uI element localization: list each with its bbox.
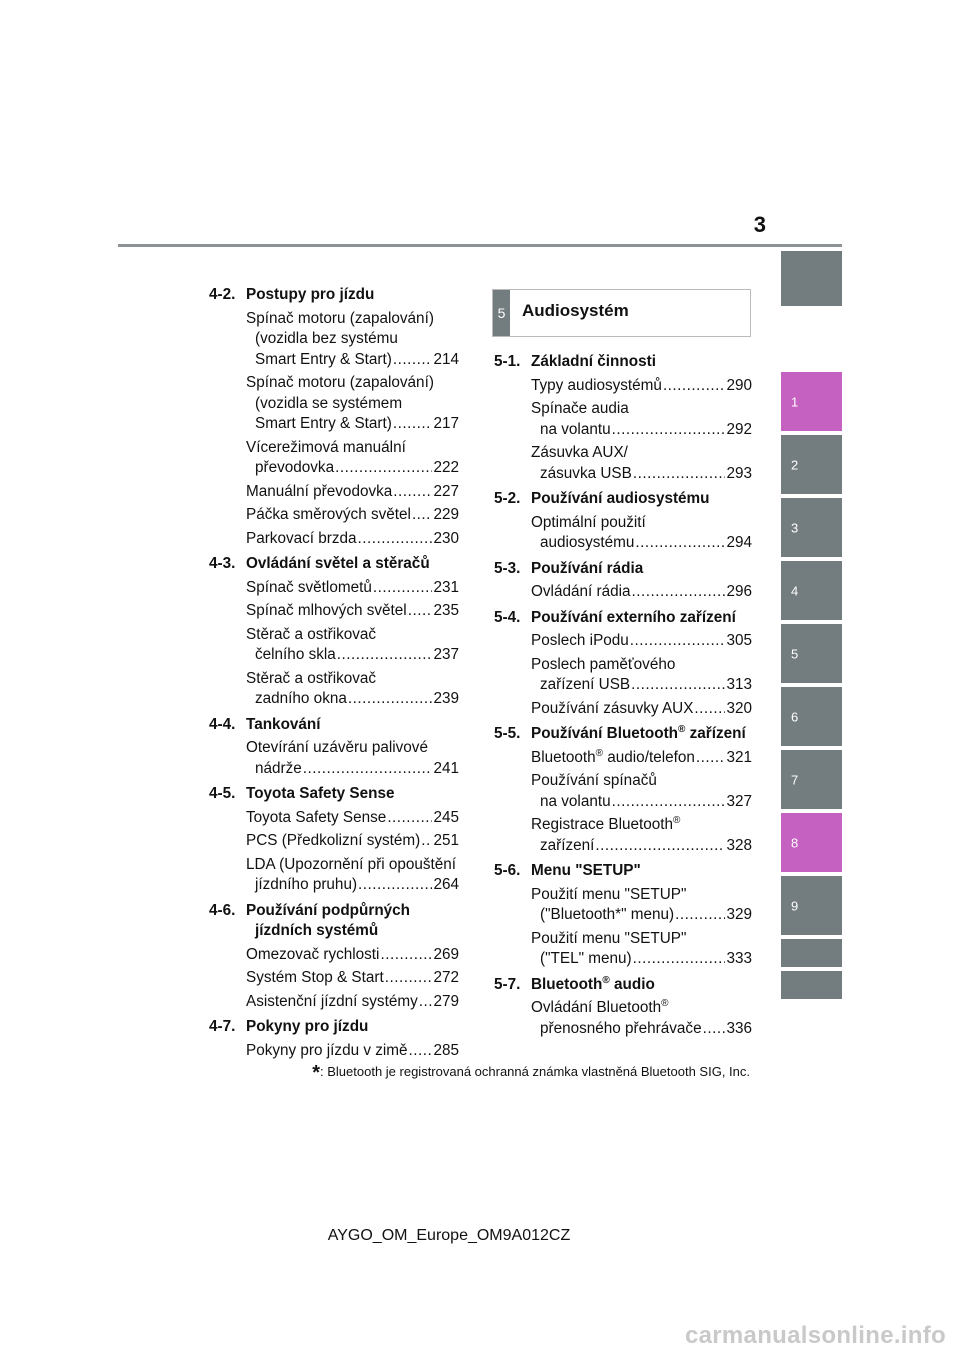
- toc-section[interactable]: 4-4. Tankování: [209, 715, 321, 733]
- chapter-tab[interactable]: [781, 498, 842, 557]
- chapter-tab[interactable]: [781, 813, 842, 872]
- chapter-tab-label: 5: [791, 646, 799, 661]
- chapter-tab[interactable]: [781, 372, 842, 431]
- chapter-tab-label: 7: [791, 772, 799, 787]
- toc-entry[interactable]: Poslech paměťového zařízení USB ..... 313: [531, 655, 752, 696]
- chapter-tab-label: 1: [791, 394, 799, 409]
- footnote-text: : Bluetooth je registrovaná ochranná známka vlastněná Bluetooth SIG, Inc.: [320, 1064, 750, 1079]
- chapter-tab[interactable]: [781, 687, 842, 746]
- toc-entry[interactable]: Typy audiosystémů ..... 290: [531, 376, 752, 397]
- toc-entry[interactable]: Spínač světlometů ..... 231: [246, 578, 459, 599]
- chapter-tab[interactable]: [781, 971, 842, 999]
- chapter-tab[interactable]: [781, 435, 842, 494]
- toc-section[interactable]: 4-3. Ovládání světel a stěračů: [209, 555, 430, 572]
- toc-entry[interactable]: Zásuvka AUX/ zásuvka USB ..... 293: [531, 443, 752, 484]
- toc-entry[interactable]: Ovládání rádia ..... 296: [531, 582, 752, 603]
- toc-entry[interactable]: LDA (Upozornění při opouštění jízdního pruhu) ..... 264: [246, 855, 459, 896]
- toc-entry[interactable]: Spínače audia na volantu ..... 292: [531, 399, 752, 440]
- footer-document-id: AYGO_OM_Europe_OM9A012CZ: [327, 1227, 571, 1244]
- watermark: carmanualsonline.info: [684, 1322, 946, 1349]
- footnote-mark: *: [312, 1062, 321, 1084]
- toc-entry[interactable]: Toyota Safety Sense ..... 245: [246, 808, 459, 829]
- chapter-tab-label: 2: [791, 457, 799, 472]
- chapter-tab[interactable]: [781, 251, 842, 306]
- chapter-tab-label: 8: [791, 835, 799, 850]
- toc-entry[interactable]: Používání spínačů na volantu ..... 327: [531, 771, 752, 812]
- toc-entry[interactable]: Stěrač a ostřikovač zadního okna ..... 239: [246, 669, 459, 710]
- toc-entry[interactable]: Páčka směrových světel ..... 229: [246, 505, 459, 526]
- chapter-tab[interactable]: [781, 624, 842, 683]
- toc-left-column: [209, 285, 459, 1061]
- chapter-tab-label: 6: [791, 709, 799, 724]
- toc-section[interactable]: 5-6. Menu "SETUP": [494, 862, 641, 879]
- toc-entry[interactable]: Spínač motoru (zapalování) (vozidla se systémem Smart Entry & Start) ..... 217: [246, 373, 459, 435]
- toc-entry[interactable]: Omezovač rychlosti ..... 269: [246, 945, 459, 966]
- toc-entry[interactable]: Otevírání uzávěru palivové nádrže ..... 241: [246, 738, 459, 779]
- toc-entry[interactable]: Použití menu "SETUP" ("TEL" menu) ..... 333: [531, 929, 752, 970]
- toc-entry[interactable]: Optimální použití audiosystému ..... 294: [531, 513, 752, 554]
- toc-entry[interactable]: Používání zásuvky AUX ..... 320: [531, 699, 752, 720]
- toc-section[interactable]: 4-2. Postupy pro jízdu: [209, 286, 375, 303]
- chapter-title: Audiosystém: [522, 301, 629, 320]
- toc-entry[interactable]: Použití menu "SETUP" ("Bluetooth*" menu) ..... 329: [531, 885, 752, 926]
- chapter-tab[interactable]: [781, 939, 842, 967]
- toc-entry[interactable]: Spínač motoru (zapalování) (vozidla bez systému Smart Entry & Start) ..... 214: [246, 309, 459, 371]
- toc-entry[interactable]: PCS (Předkolizní systém) ..... 251: [246, 831, 459, 852]
- toc-section[interactable]: 4-6. Používání podpůrných jízdních systémů: [209, 901, 411, 939]
- toc-entry[interactable]: Pokyny pro jízdu v zimě ..... 285: [246, 1041, 459, 1062]
- chapter-tab[interactable]: [781, 876, 842, 935]
- toc-section[interactable]: 4-7. Pokyny pro jízdu: [209, 1018, 369, 1035]
- chapter-tab-label: 4: [791, 583, 799, 598]
- toc-right-column: [494, 352, 752, 1039]
- footnote: [0, 1062, 750, 1085]
- toc-section[interactable]: 5-7. Bluetooth® audio: [494, 974, 655, 993]
- toc-entry[interactable]: Parkovací brzda ..... 230: [246, 529, 459, 550]
- chapter-tab[interactable]: [781, 750, 842, 809]
- toc-section[interactable]: 5-4. Používání externího zařízení: [494, 608, 736, 626]
- chapter-tab[interactable]: [781, 561, 842, 620]
- toc-entry[interactable]: Spínač mlhových světel ..... 235: [246, 601, 459, 622]
- toc-section[interactable]: 4-5. Toyota Safety Sense: [209, 785, 395, 802]
- toc-entry[interactable]: Ovládání Bluetooth® přenosného přehrávače ..... 336: [531, 998, 752, 1039]
- toc-entry[interactable]: Asistenční jízdní systémy ..... 279: [246, 992, 459, 1013]
- chapter-number-badge: 5: [493, 290, 510, 336]
- toc-entry[interactable]: Manuální převodovka ..... 227: [246, 482, 459, 503]
- toc-section[interactable]: 5-1. Základní činnosti: [494, 353, 656, 370]
- header-rule: [118, 244, 842, 247]
- chapter-tab-label: 3: [791, 520, 799, 535]
- toc-section[interactable]: 5-5. Používání Bluetooth® zařízení: [494, 723, 746, 742]
- chapter-tab-label: 9: [791, 898, 799, 913]
- toc-entry[interactable]: Registrace Bluetooth® zařízení ..... 328: [531, 815, 752, 856]
- toc-entry[interactable]: Bluetooth® audio/telefon ..... 321: [531, 748, 752, 769]
- chapter-heading-box: [492, 289, 751, 337]
- toc-entry[interactable]: Systém Stop & Start ..... 272: [246, 968, 459, 989]
- toc-section[interactable]: 5-3. Používání rádia: [494, 559, 644, 577]
- toc-section[interactable]: 5-2. Používání audiosystému: [494, 490, 710, 507]
- toc-entry[interactable]: Vícerežimová manuální převodovka ..... 222: [246, 438, 459, 479]
- page-number: 3: [753, 212, 766, 237]
- toc-entry[interactable]: Poslech iPodu ..... 305: [531, 631, 752, 652]
- toc-entry[interactable]: Stěrač a ostřikovač čelního skla ..... 237: [246, 625, 459, 666]
